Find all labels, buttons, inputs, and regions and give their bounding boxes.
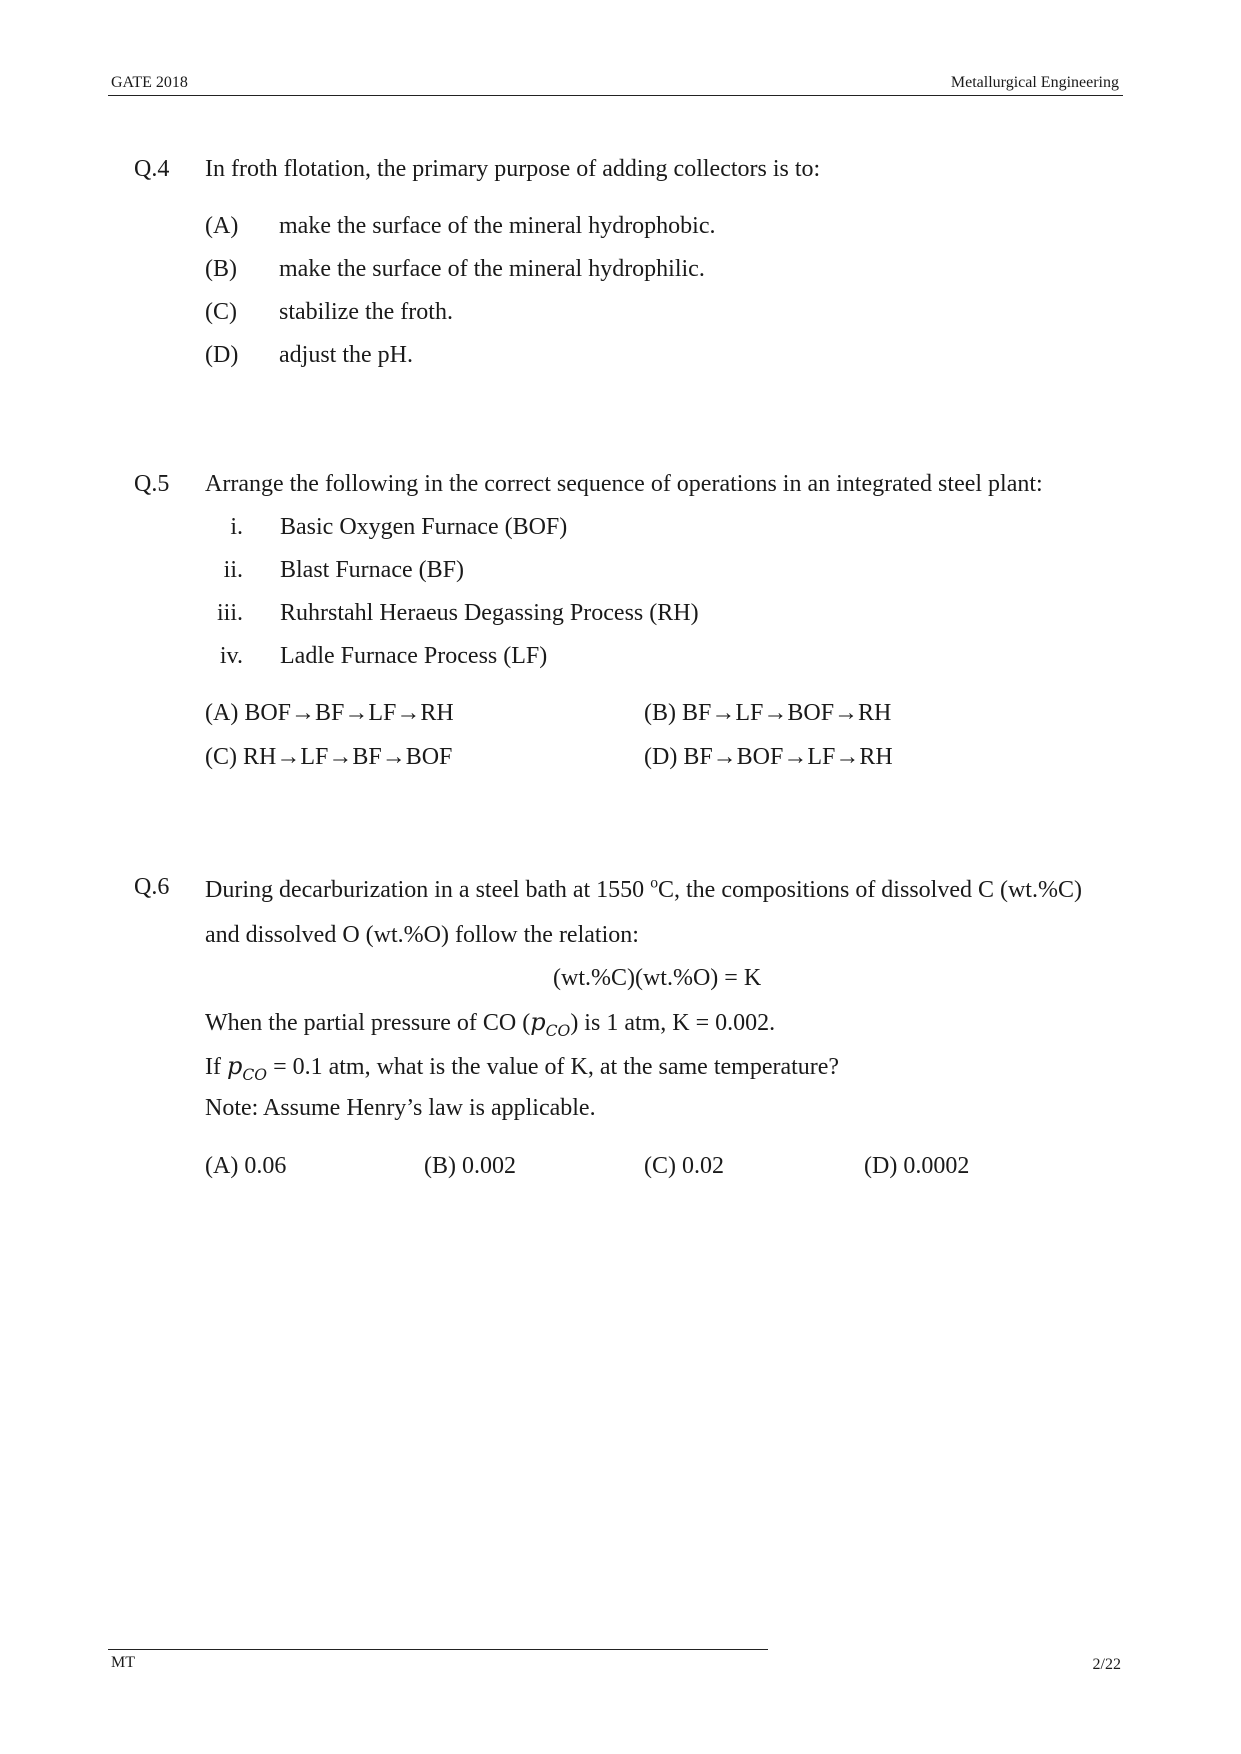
- option-label: (A): [205, 213, 239, 239]
- option-b: (B) BF→LF→BOF→RH: [644, 700, 892, 726]
- list-item-text: Blast Furnace (BF): [280, 557, 464, 583]
- question-number: Q.5: [134, 471, 170, 497]
- list-item-label: ii.: [223, 557, 243, 583]
- option-label: (D): [205, 342, 239, 368]
- option-a: (A) 0.06: [205, 1153, 287, 1179]
- question-text-line-4: When the partial pressure of CO $(p_{CO})$ is 1 atm, K = 0.002.: [205, 1008, 776, 1040]
- question-text-line-2: and dissolved O (wt.%O) follow the relation:: [205, 922, 639, 948]
- equation: (wt.%C)(wt.%O) = K: [553, 965, 762, 991]
- page-number: 2/22: [1092, 1656, 1121, 1673]
- header-paper-name: Metallurgical Engineering: [950, 74, 1119, 91]
- footer-paper-code: MT: [111, 1654, 135, 1671]
- list-item-label: iv.: [219, 643, 243, 669]
- list-item-label: iii.: [216, 600, 243, 626]
- option-b: (B) 0.002: [424, 1153, 516, 1179]
- option-text: make the surface of the mineral hydrophobic.: [279, 213, 716, 239]
- list-item-text: Ladle Furnace Process (LF): [280, 643, 548, 669]
- list-item-label: i.: [230, 514, 243, 540]
- option-label: (C): [205, 299, 237, 325]
- option-label: (B): [205, 256, 237, 282]
- question-text: In froth flotation, the primary purpose of adding collectors is to:: [205, 156, 821, 182]
- question-number: Q.4: [134, 156, 170, 182]
- question-text-line-1: During decarburization in a steel bath at 1550 $^o$C, the compositions of dissolved C (wt.%C): [205, 874, 1082, 903]
- option-text: make the surface of the mineral hydrophilic.: [279, 256, 705, 282]
- option-d: (D) BF→BOF→LF→RH: [644, 744, 893, 770]
- option-text: stabilize the froth.: [279, 299, 453, 325]
- list-item-text: Basic Oxygen Furnace (BOF): [280, 514, 568, 540]
- list-item-text: Ruhrstahl Heraeus Degassing Process (RH): [280, 600, 699, 626]
- option-c: (C) RH→LF→BF→BOF: [205, 744, 453, 770]
- question-number: Q.6: [134, 874, 170, 900]
- option-d: (D) 0.0002: [864, 1153, 970, 1179]
- question-note: Note: Assume Henry’s law is applicable.: [205, 1095, 596, 1121]
- option-text: adjust the pH.: [279, 342, 413, 368]
- question-text: Arrange the following in the correct sequence of operations in an integrated steel plant:: [205, 471, 1043, 497]
- footer-rule: [108, 1649, 768, 1650]
- header-rule: [108, 95, 1123, 96]
- header-exam-title: GATE 2018: [111, 74, 188, 91]
- option-a: (A) BOF→BF→LF→RH: [205, 700, 454, 726]
- question-text-line-5: If $p_{CO} = 0.1$ atm, what is the value of K, at the same temperature?: [205, 1052, 840, 1084]
- option-c: (C) 0.02: [644, 1153, 724, 1179]
